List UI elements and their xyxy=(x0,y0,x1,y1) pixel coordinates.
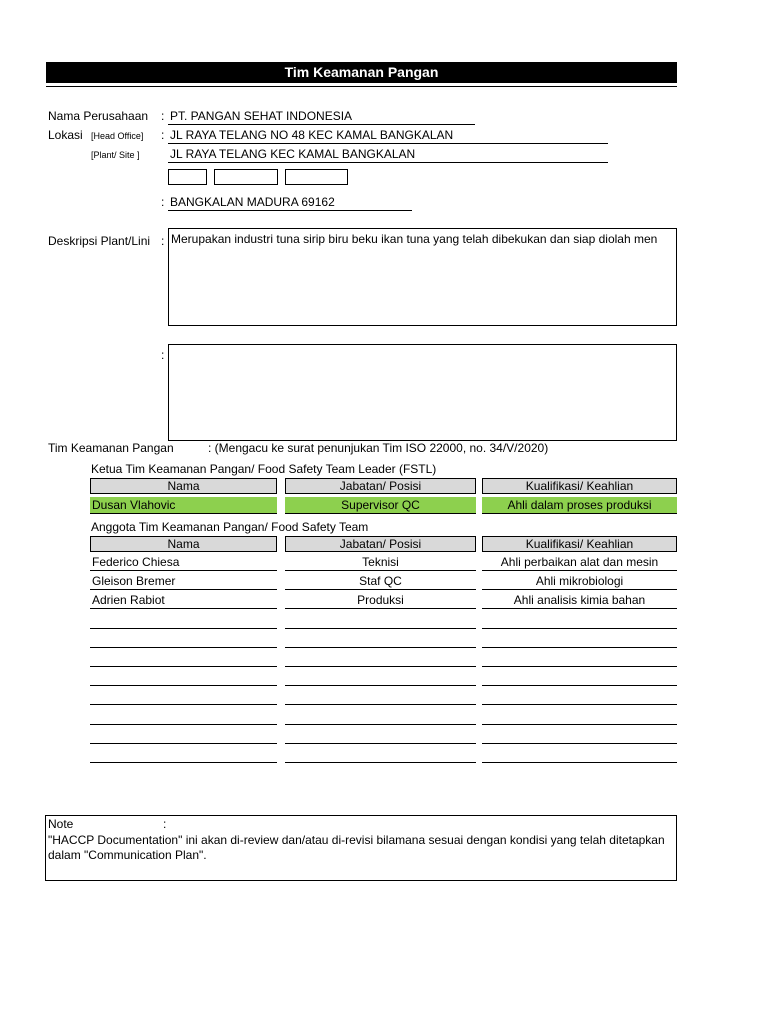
member-position[interactable]: Teknisi xyxy=(285,555,476,571)
second-description-colon: : xyxy=(161,348,165,362)
address-box-2[interactable] xyxy=(214,169,278,185)
member-position[interactable]: Staf QC xyxy=(285,574,476,590)
company-label: Nama Perusahaan xyxy=(48,109,149,123)
member-name[interactable] xyxy=(90,670,277,686)
member-position[interactable] xyxy=(285,651,476,667)
city-colon: : xyxy=(161,195,165,209)
description-colon: : xyxy=(161,234,165,248)
member-name[interactable]: Gleison Bremer xyxy=(90,574,277,590)
member-position[interactable] xyxy=(285,632,476,648)
leader-col-position: Jabatan/ Posisi xyxy=(285,478,476,494)
member-qualification[interactable]: Ahli perbaikan alat dan mesin xyxy=(482,555,677,571)
leader-col-name: Nama xyxy=(90,478,277,494)
member-qualification[interactable] xyxy=(482,670,677,686)
member-position[interactable] xyxy=(285,613,476,629)
member-position[interactable] xyxy=(285,728,476,744)
head-office-colon: : xyxy=(161,128,165,142)
leader-heading: Ketua Tim Keamanan Pangan/ Food Safety Team Leader (FSTL) xyxy=(91,462,437,476)
address-box-3[interactable] xyxy=(285,169,348,185)
team-label: Tim Keamanan Pangan xyxy=(48,441,174,455)
note-text: "HACCP Documentation" ini akan di-review dan/atau di-revisi bilamana sesuai dengan kondisi yang telah ditetapkan dalam "Communication Plan". xyxy=(48,833,665,862)
member-name[interactable]: Federico Chiesa xyxy=(90,555,277,571)
member-qualification[interactable] xyxy=(482,689,677,705)
member-name[interactable] xyxy=(90,651,277,667)
member-qualification[interactable] xyxy=(482,613,677,629)
member-qualification[interactable] xyxy=(482,632,677,648)
plant-field[interactable]: JL RAYA TELANG KEC KAMAL BANGKALAN xyxy=(168,146,608,163)
member-qualification[interactable] xyxy=(482,651,677,667)
member-name[interactable] xyxy=(90,613,277,629)
member-qualification[interactable]: Ahli analisis kimia bahan xyxy=(482,593,677,609)
location-label: Lokasi xyxy=(48,128,83,142)
member-qualification[interactable] xyxy=(482,747,677,763)
leader-name[interactable]: Dusan Vlahovic xyxy=(90,497,277,514)
leader-qualification[interactable]: Ahli dalam proses produksi xyxy=(482,497,677,514)
head-office-field[interactable]: JL RAYA TELANG NO 48 KEC KAMAL BANGKALAN xyxy=(168,127,608,144)
address-box-1[interactable] xyxy=(168,169,207,185)
head-office-label: [Head Office] xyxy=(91,131,144,141)
member-position[interactable] xyxy=(285,747,476,763)
member-position[interactable] xyxy=(285,709,476,725)
company-field[interactable]: PT. PANGAN SEHAT INDONESIA xyxy=(168,108,475,125)
member-position[interactable] xyxy=(285,670,476,686)
member-name[interactable] xyxy=(90,709,277,725)
plant-label: [Plant/ Site ] xyxy=(91,150,140,160)
company-colon: : xyxy=(161,109,165,123)
member-name[interactable] xyxy=(90,689,277,705)
member-position[interactable] xyxy=(285,689,476,705)
member-qualification[interactable] xyxy=(482,709,677,725)
description-field[interactable]: Merupakan industri tuna sirip biru beku ikan tuna yang telah dibekukan dan siap diolah men xyxy=(168,228,677,326)
note-box xyxy=(45,815,677,881)
member-name[interactable] xyxy=(90,632,277,648)
member-qualification[interactable] xyxy=(482,728,677,744)
member-position[interactable]: Produksi xyxy=(285,593,476,609)
page-title: Tim Keamanan Pangan xyxy=(46,62,677,83)
members-col-name: Nama xyxy=(90,536,277,552)
note-label: Note xyxy=(48,817,74,831)
city-field[interactable]: BANGKALAN MADURA 69162 xyxy=(168,194,412,211)
member-name[interactable]: Adrien Rabiot xyxy=(90,593,277,609)
member-name[interactable] xyxy=(90,747,277,763)
leader-col-qualification: Kualifikasi/ Keahlian xyxy=(482,478,677,494)
team-reference: : (Mengacu ke surat penunjukan Tim ISO 22000, no. 34/V/2020) xyxy=(208,441,549,455)
members-col-position: Jabatan/ Posisi xyxy=(285,536,476,552)
note-colon: : xyxy=(163,817,167,831)
leader-position[interactable]: Supervisor QC xyxy=(285,497,476,514)
members-col-qualification: Kualifikasi/ Keahlian xyxy=(482,536,677,552)
members-heading: Anggota Tim Keamanan Pangan/ Food Safety Team xyxy=(91,520,369,534)
member-name[interactable] xyxy=(90,728,277,744)
member-qualification[interactable]: Ahli mikrobiologi xyxy=(482,574,677,590)
title-divider xyxy=(46,86,677,87)
second-description-field[interactable] xyxy=(168,344,677,441)
description-label: Deskripsi Plant/Lini xyxy=(48,234,151,248)
